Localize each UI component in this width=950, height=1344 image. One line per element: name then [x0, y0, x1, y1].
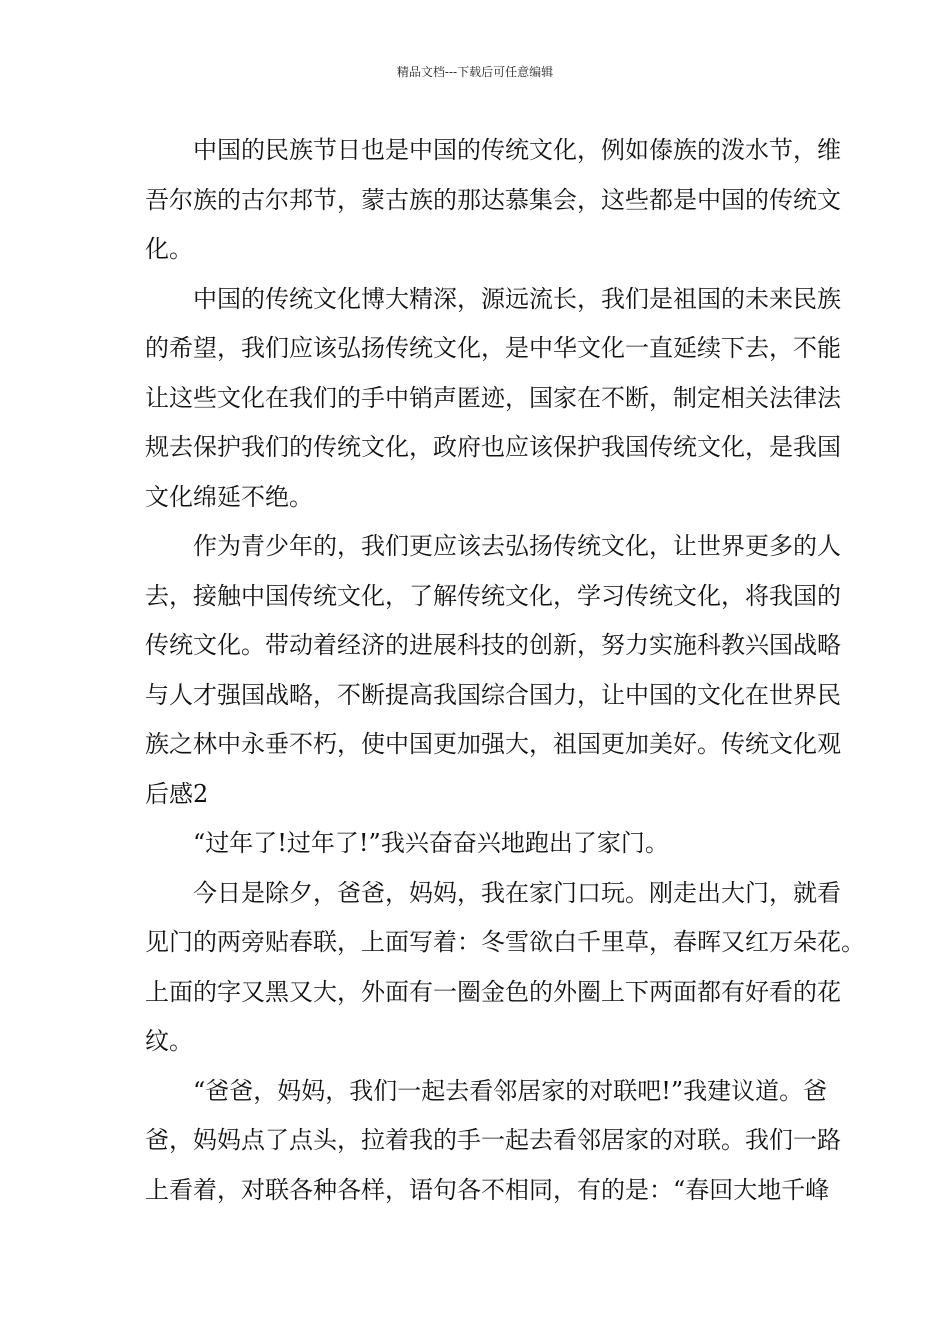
- text-line: 去，接触中国传统文化，了解传统文化，学习传统文化，将我国的: [145, 581, 841, 610]
- text-line: 作为青少年的，我们更应该去弘扬传统文化，让世界更多的人: [193, 532, 841, 560]
- text-line: 见门的两旁贴春联，上面写着：冬雪欲白千里草，春晖又红万朵花。: [145, 928, 865, 956]
- text-line: 纹。: [145, 1027, 193, 1055]
- paragraph-ethnic-festivals: [145, 126, 841, 275]
- document-body: [145, 126, 865, 1215]
- text-line: 传统文化。带动着经济的进展科技的创新，努力实施科教兴国战略: [145, 631, 841, 659]
- text-line: 爸，妈妈点了点头，拉着我的手一起去看邻居家的对联。我们一路: [145, 1126, 841, 1154]
- text-line: “爸爸，妈妈，我们一起去看邻居家的对联吧!”我建议道。爸: [193, 1076, 828, 1105]
- text-line: 中国的传统文化博大精深，源远流长，我们是祖国的未来民族: [193, 284, 841, 313]
- paragraph-neighbors-couplets: [145, 1067, 841, 1216]
- text-line: 上面的字又黑又大，外面有一圈金色的外圈上下两面都有好看的花: [145, 977, 841, 1006]
- text-line: 今日是除夕，爸爸，妈妈，我在家门口玩。刚走出大门，就看: [193, 878, 841, 907]
- text-line: 上看着，对联各种各样，语句各不相同，有的是：“春回大地千峰: [145, 1175, 830, 1204]
- text-line: 族之林中永垂不朽，使中国更加强大，祖国更加美好。传统文化观: [145, 730, 841, 758]
- text-line: 的希望，我们应该弘扬传统文化，是中华文化一直延续下去，不能: [145, 334, 841, 362]
- text-line: “过年了!过年了!”我兴奋奋兴地跑出了家门。: [193, 829, 669, 857]
- page-header: 精品文档---下载后可任意编辑: [396, 65, 554, 79]
- paragraph-traditional-culture: [145, 275, 841, 523]
- text-line: 规去保护我们的传统文化，政府也应该保护我国传统文化，是我国: [145, 433, 841, 461]
- paragraph-new-year: [145, 819, 825, 869]
- text-line: 后感2: [145, 779, 209, 808]
- text-line: 化。: [145, 235, 193, 263]
- text-line: 文化绵延不绝。: [145, 482, 313, 511]
- text-line: 中国的民族节日也是中国的传统文化，例如傣族的泼水节，维: [193, 136, 841, 164]
- text-line: 让这些文化在我们的手中销声匿迹，国家在不断，制定相关法律法: [145, 383, 841, 412]
- paragraph-new-year-eve: [145, 869, 865, 1067]
- text-line: 吾尔族的古尔邦节，蒙古族的那达慕集会，这些都是中国的传统文: [145, 185, 841, 214]
- text-line: 与人才强国战略，不断提高我国综合国力，让中国的文化在世界民: [145, 680, 841, 709]
- paragraph-youth: [145, 522, 841, 819]
